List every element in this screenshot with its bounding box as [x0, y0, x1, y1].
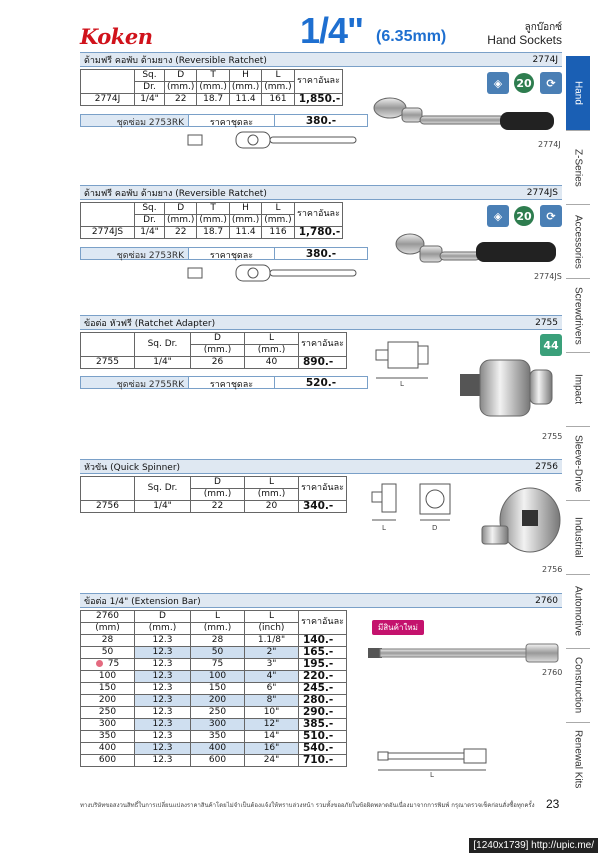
label-icon: ◈ — [487, 205, 509, 227]
table-row: 50 12.3 50 2" 165.- — [81, 647, 347, 659]
repair-kit-2755rk: ชุดซ่อม 2755RK ราคาชุดละ 520.- — [80, 376, 368, 389]
repair-kit-2753rk: ชุดซ่อม 2753RK ราคาชุดละ 380.- — [80, 247, 368, 260]
section-title: ข้อต่อ หัวฟรี (Ratchet Adapter) — [84, 318, 216, 329]
section-code: 2756 — [535, 461, 558, 472]
spinner-diagram — [368, 480, 458, 534]
figure-label: 2755 — [542, 432, 563, 441]
size-mm: (6.35mm) — [376, 28, 447, 45]
section-code: 2774JS — [526, 187, 558, 198]
dimension-label: L — [430, 771, 434, 778]
new-product-badge: มีสินค้าใหม่ — [372, 620, 424, 635]
table-row: 2755 1/4" 26 40 890.- — [81, 357, 347, 369]
page-number: 23 — [546, 797, 560, 811]
table-row: 400 12.3 400 16" 540.- — [81, 743, 347, 755]
spec-table-2756: Sq. Dr. D L ราคาอันละ (mm.) (mm.) 2756 1/4" 22 20 340.- — [80, 476, 347, 513]
tab-accessories[interactable]: Accessories — [566, 204, 590, 278]
table-row: 100 12.3 100 4" 220.- — [81, 671, 347, 683]
section-title: ข้อต่อ 1/4" (Extension Bar) — [84, 596, 201, 607]
table-row: 250 12.3 250 10" 290.- — [81, 707, 347, 719]
ratchet-photo — [392, 228, 562, 278]
tab-construction[interactable]: Construction — [566, 648, 590, 722]
extension-bar-photo — [366, 640, 562, 668]
brand-logo: Koken — [80, 24, 153, 49]
tab-renewal-kits[interactable]: Renewal Kits — [566, 722, 590, 796]
table-row: 200 12.3 200 8" 280.- — [81, 695, 347, 707]
figure-label: 2760 — [542, 668, 563, 677]
figure-label: 2756 — [542, 565, 563, 574]
section-code: 2755 — [535, 317, 558, 328]
adapter-diagram — [372, 338, 434, 388]
tab-z-series[interactable]: Z-Series — [566, 130, 590, 204]
figure-label: 2774J — [538, 140, 561, 149]
section-header-2774j — [80, 52, 562, 67]
section-code: 2760 — [535, 595, 558, 606]
table-row: 75 12.3 75 3" 195.- — [81, 659, 347, 671]
tab-hand[interactable]: Hand — [566, 56, 590, 130]
section-header-2755 — [80, 315, 562, 330]
adapter-photo — [456, 348, 556, 428]
tab-industrial[interactable]: Industrial — [566, 500, 590, 574]
section-header-2760 — [80, 593, 562, 608]
spinner-photo — [480, 482, 564, 562]
table-row: 300 12.3 300 12" 385.- — [81, 719, 347, 731]
dimension-label: D — [432, 524, 438, 532]
table-row: 2756 1/4" 22 20 340.- — [81, 501, 347, 513]
ratchet-diagram — [182, 128, 362, 152]
teeth-count-icon: 20 — [514, 206, 534, 226]
tab-screwdrivers[interactable]: Screwdrivers — [566, 278, 590, 352]
section-title: ด้ามฟรี คอพับ ด้ามยาง (Reversible Ratchet) — [84, 188, 267, 199]
category-tabs — [566, 56, 590, 796]
table-row: 2774JS 1/4" 22 18.7 11.4 116 1,780.- — [81, 227, 343, 239]
spec-table-2755: Sq. Dr. D L ราคาอันละ (mm.) (mm.) 2755 1/4" 26 40 890.- — [80, 332, 347, 369]
ratchet-diagram — [182, 261, 362, 285]
table-row: 28 12.3 28 1.1/8" 140.- — [81, 635, 347, 647]
new-item-dot — [96, 660, 103, 667]
table-row: 2774J 1/4" 22 18.7 11.4 161 1,850.- — [81, 94, 343, 106]
title-thai: ลูกบ๊อกซ์ — [524, 22, 562, 33]
tab-sleeve-drive[interactable]: Sleeve-Drive — [566, 426, 590, 500]
teeth-count-icon: 20 — [514, 73, 534, 93]
repair-kit-2753rk: ชุดซ่อม 2753RK ราคาชุดละ 380.- — [80, 114, 368, 127]
ratchet-icon: ⟳ — [540, 205, 562, 227]
title-english: Hand Sockets — [487, 33, 562, 47]
size-title: 1/4" — [300, 10, 364, 51]
dimension-label: L — [400, 380, 404, 388]
watermark: [1240x1739] http://upic.me/ — [469, 838, 598, 853]
ratchet-icon: ⟳ — [540, 72, 562, 94]
tab-automotive[interactable]: Automotive — [566, 574, 590, 648]
section-header-2756 — [80, 459, 562, 474]
tab-impact[interactable]: Impact — [566, 352, 590, 426]
section-code: 2774J — [532, 54, 558, 65]
table-row: 150 12.3 150 6" 245.- — [81, 683, 347, 695]
spec-table-2774j: Sq. D T H L ราคาอันละ Dr. (mm.) (mm.) (mm.) (mm.) 2774J 1/4" 22 18.7 11.4 161 1,850.- — [80, 69, 343, 106]
ratchet-photo — [370, 92, 560, 142]
extension-bar-diagram — [374, 744, 494, 778]
table-row: 350 12.3 350 14" 510.- — [81, 731, 347, 743]
section-title: ด้ามฟรี คอพับ ด้ามยาง (Reversible Ratchet) — [84, 55, 267, 66]
spec-table-2774js: Sq. D T H L ราคาอันละ Dr. (mm.) (mm.) (mm.) (mm.) 2774JS 1/4" 22 18.7 11.4 116 1,780.- — [80, 202, 343, 239]
dimension-label: L — [382, 524, 386, 532]
table-row: 600 12.3 600 24" 710.- — [81, 755, 347, 767]
spec-table-2760: 2760 D L L ราคาอันละ (mm) (mm.) (mm.) (inch) 28 12.3 28 1.1/8" 140.- 50 12.3 50 2" 165.- 75 12.3 75 3" 195.- 100 12.3 100 4" 220.- 150 12.3 150 6" 245.- 200 12.3 200 8" 280.- 250 12.3 250 10" 290.- 300 12.3 300 12" 385.- 350 12.3 350 14" 510.- 400 12.3 400 16" 540.- 600 12.3 600 24" 710.- — [80, 610, 347, 767]
section-header-2774js — [80, 185, 562, 200]
teeth-count-icon: 44 — [540, 334, 562, 356]
label-icon: ◈ — [487, 72, 509, 94]
section-title: หัวขัน (Quick Spinner) — [84, 462, 181, 473]
footer-disclaimer: ทางบริษัทขอสงวนสิทธิ์ในการเปลี่ยนแปลงราคาสินค้าโดยไม่จำเป็นต้องแจ้งให้ทราบล่วงหน้า รวมทั้งขออภัยในข้อผิดพลาดอันเนื่องมาจากการพิมพ์ กรุณาตรวจเช็คก่อนสั่งซื้อทุกครั้ง — [80, 802, 535, 809]
figure-label: 2774JS — [534, 272, 562, 281]
